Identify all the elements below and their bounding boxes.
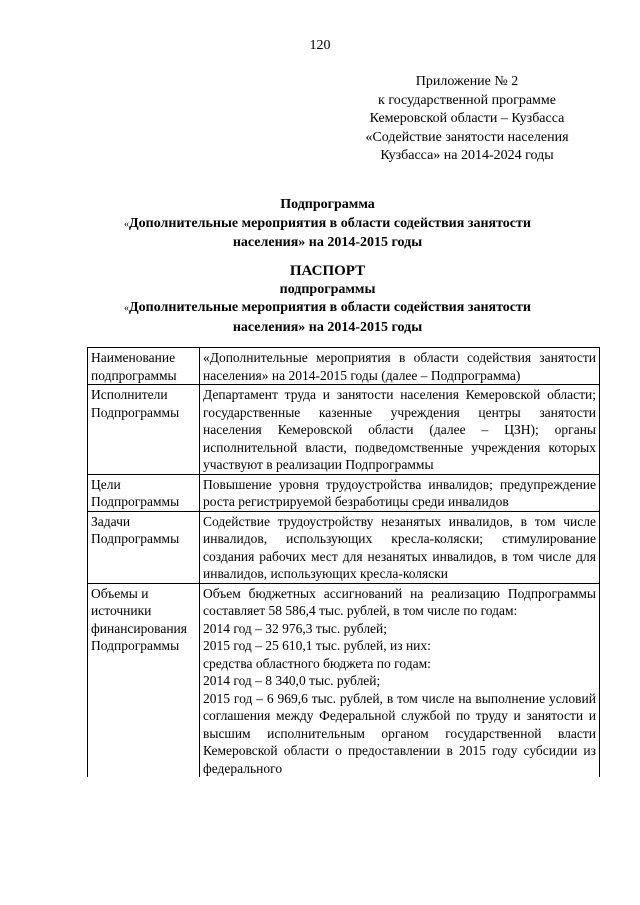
passport-heading-line: подпрограммы: [279, 281, 376, 297]
financing-line: 2015 год – 6 969,6 тыс. рублей, в том числе на выполнение условий соглашения между Федеральной службой по труду и занятости и высшим исполнительным органом государственной власти Кемеровской области о предоставлении в 2015 году субсидии из федерального: [203, 690, 596, 776]
appendix-note: [347, 73, 587, 166]
financing-line: средства областного бюджета по годам:: [203, 655, 431, 671]
appendix-line: «Содействие занятости населения: [365, 129, 569, 145]
passport-heading: [60, 262, 595, 337]
row-value: Департамент труда и занятости населения Кемеровской области; государственные казенные учреждения центры занятости населения Кемеровской области (далее – ЦЗН); органы исполнительной власти, подведомственные учреждения которых участвуют в реализации Подпрограммы: [200, 385, 600, 475]
passport-heading-line: населения» на 2014-2015 годы: [232, 319, 423, 335]
subprogram-heading-line: населения» на 2014-2015 годы: [232, 235, 423, 250]
subprogram-heading-line: [60, 215, 595, 235]
appendix-line: Приложение № 2: [415, 74, 519, 89]
row-value: «Дополнительные мероприятия в области содействия занятости населения» на 2014-2015 годы (далее – Подпрограмма): [200, 348, 600, 385]
row-value: Повышение уровня трудоустройства инвалидов; предупреждение роста регистрируемой безработицы среди инвалидов: [200, 474, 600, 511]
row-label: Наименование подпрограммы: [88, 348, 200, 385]
subprogram-heading-line: Подпрограмма: [280, 197, 375, 212]
appendix-line: Кемеровской области – Кузбасса: [369, 111, 565, 126]
row-label: Задачи Подпрограммы: [88, 511, 200, 583]
page-number: 120: [309, 38, 331, 53]
appendix-line: к государственной программе: [378, 92, 556, 108]
table-row: [88, 385, 600, 475]
table-row: [88, 474, 600, 511]
row-label: Исполнители Подпрограммы: [88, 385, 200, 475]
table-row: [88, 583, 600, 777]
row-value: [200, 583, 600, 777]
passport-heading-line: [60, 299, 595, 319]
subprogram-heading: [60, 196, 595, 253]
financing-line: 2014 год – 8 340,0 тыс. рублей;: [203, 673, 381, 688]
open-quote: «: [124, 218, 130, 230]
table-row: [88, 511, 600, 583]
passport-table: [87, 347, 600, 777]
passport-title: ПАСПОРТ: [289, 263, 366, 279]
row-label: Цели Подпрограммы: [88, 474, 200, 511]
open-quote: «: [124, 303, 130, 314]
row-label: Объемы и источники финансирования Подпрограммы: [88, 583, 200, 777]
table-row: [88, 348, 600, 385]
appendix-line: Кузбасса» на 2014-2024 годы: [380, 148, 554, 163]
subprogram-title: Дополнительные мероприятия в области содействия занятости: [129, 215, 531, 231]
financing-line: Объем бюджетных ассигнований на реализацию Подпрограммы составляет 58 586,4 тыс. рублей, в том числе по годам:: [203, 585, 596, 618]
financing-line: 2014 год – 32 976,3 тыс. рублей;: [203, 620, 388, 636]
financing-line: 2015 год – 25 610,1 тыс. рублей, из них:: [203, 638, 431, 653]
passport-subtitle: Дополнительные мероприятия в области содействия занятости: [129, 300, 531, 315]
row-value: Содействие трудоустройству незанятых инвалидов, в том числе инвалидов, использующих кресла-коляски; стимулирование создания рабочих мест для незанятых инвалидов, в том числе для инвалидов, использующих кресла-коляски: [200, 511, 600, 583]
